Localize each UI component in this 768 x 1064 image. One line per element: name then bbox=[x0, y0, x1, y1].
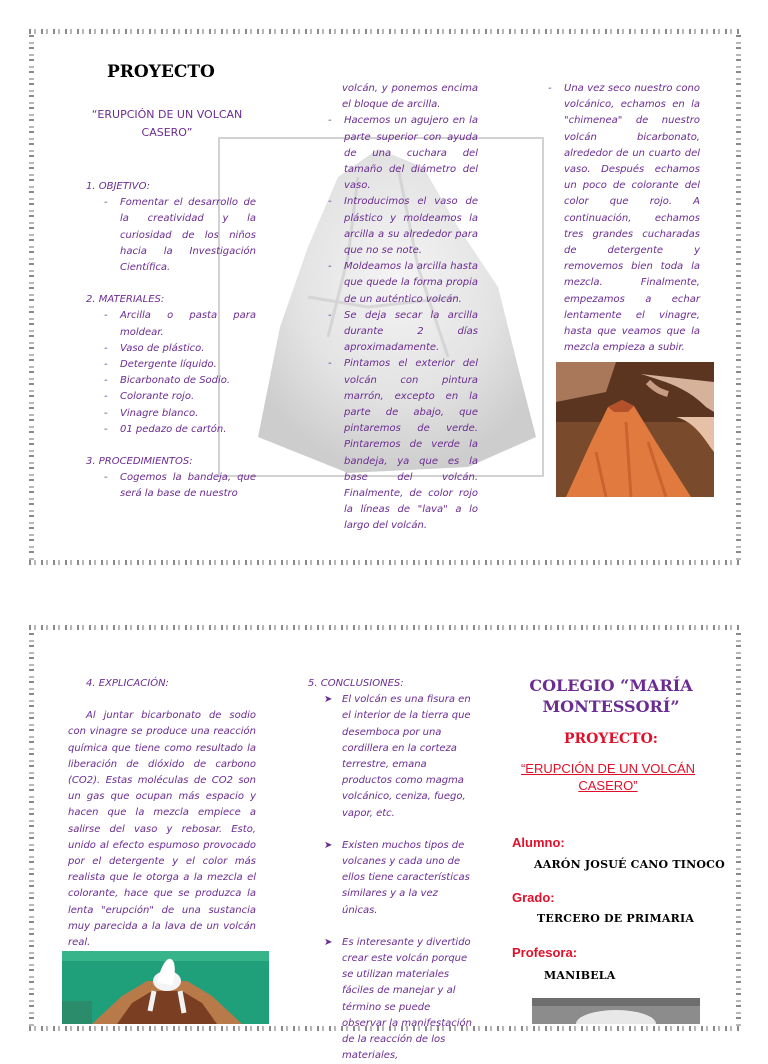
alumno-value: AARÓN JOSUÉ CANO TINOCO bbox=[534, 858, 725, 871]
grado-label: Grado: bbox=[512, 890, 555, 905]
cover-project-label: PROYECTO: bbox=[564, 731, 658, 747]
procedimientos-item: - Introducimos el vaso de plástico y moldeamos la arcilla a su alrededor para que no se note. bbox=[326, 194, 478, 259]
materiales-item: - Vinagre blanco. bbox=[102, 406, 256, 422]
page-title: PROYECTO bbox=[107, 62, 215, 82]
explicacion-text: Al juntar bicarbonato de sodio con vinagre se produce una reacción química que tiene como resultado la liberación de dióxido de carbono (CO2). Estas moléculas de CO2 son un gas que ocupan más espacio y hacen que la mezcla empiece a salirse del vaso y rebosar. Esto, unido al efecto espumoso provocado por el detergente y el color más realista que le otorga a la mezcla el colorante, hace que se produzca la lenta "erupción" de una sustancia muy parecida a la lava de un volcán real. bbox=[68, 710, 256, 949]
profesora-label: Profesora: bbox=[512, 945, 578, 960]
procedimientos-item: - Cogemos la bandeja, que será la base de nuestro bbox=[102, 470, 256, 502]
alumno-label: Alumno: bbox=[512, 835, 565, 850]
procedimientos-item: - Una vez seco nuestro cono volcánico, echamos en la "chimenea" de nuestro volcán bicarbonato, alrededor de un cuarto del vaso. Después echamos un poco de colorante del color que rojo. A continuación, echamos tres grandes cucharadas de detergente y removemos bien toda la mezcla. Finalmente, empezamos a echar lentamente el vinagre, hasta que veamos que la mezcla empieza a subir. bbox=[546, 81, 700, 356]
school-name: COLEGIO “MARÍA MONTESSORÍ” bbox=[529, 676, 693, 716]
procedimientos-item: - Se deja secar la arcilla durante 2 días aproximadamente. bbox=[326, 308, 478, 357]
explicacion-section bbox=[68, 676, 256, 951]
column-3 bbox=[546, 81, 700, 356]
conclusiones-item: ➤ Existen muchos tipos de volcanes y cada uno de ellos tiene características similares y a la vez únicas. bbox=[324, 838, 476, 919]
materiales-item: - Arcilla o pasta para moldear. bbox=[102, 308, 256, 340]
conclusiones-heading: 5. CONCLUSIONES: bbox=[308, 678, 404, 689]
profesora-value: MANIBELA bbox=[544, 969, 616, 982]
materiales-item: - Detergente líquido. bbox=[102, 357, 256, 373]
materiales-item: - Colorante rojo. bbox=[102, 389, 256, 405]
conclusiones-section bbox=[308, 676, 476, 1064]
project-title: “ERUPCIÓN DE UN VOLCAN CASERO” bbox=[91, 108, 243, 139]
column-1 bbox=[86, 179, 256, 503]
conclusiones-item: ➤ Es interesante y divertido crear este volcán porque se utilizan materiales fáciles de manejar y al término se puede observar la manifestación de la reacción de los materiales, bbox=[324, 935, 476, 1064]
materiales-item: - Bicarbonato de Sodio. bbox=[102, 373, 256, 389]
volcano-model-photo bbox=[556, 362, 714, 497]
objetivo-heading: 1. OBJETIVO: bbox=[86, 181, 151, 192]
materiales-item: - 01 pedazo de cartón. bbox=[102, 422, 256, 438]
eruption-photo bbox=[62, 951, 269, 1024]
materiales-heading: 2. MATERIALES: bbox=[86, 294, 165, 306]
cover-project-title: “ERUPCIÓN DE UN VOLCÁN CASERO” bbox=[520, 761, 696, 793]
procedimientos-item: - Pintamos el exterior del volcán con pintura marrón, excepto en la parte de abajo, que pintaremos de verde. Pintaremos de verde la bandeja, ya que es la base del volcán. Finalmente, de color rojo la líneas de "lava" a lo largo del volcán. bbox=[326, 356, 478, 534]
explicacion-heading: 4. EXPLICACIÓN: bbox=[86, 678, 169, 689]
objetivo-item: - Fomentar el desarrollo de la creatividad y la curiosidad de los niños hacia la Investigación Científica. bbox=[102, 195, 256, 276]
materiales-item: - Vaso de plástico. bbox=[102, 341, 256, 357]
column-2 bbox=[326, 81, 478, 535]
grado-value: TERCERO DE PRIMARIA bbox=[537, 912, 695, 925]
procedimientos-item: - Hacemos un agujero en la parte superior con ayuda de una cuchara del tamaño del diámetro del vaso. bbox=[326, 113, 478, 194]
procedimientos-item: - Moldeamos la arcilla hasta que quede la forma propia de un auténtico volcán. bbox=[326, 259, 478, 308]
procedimientos-heading: 3. PROCEDIMIENTOS: bbox=[86, 456, 193, 468]
cover-photo bbox=[532, 998, 700, 1024]
conclusiones-item: ➤ El volcán es una fisura en el interior de la tierra que desemboca por una cordillera en la corteza terrestre, emana productos como magma volcánico, ceniza, fuego, vapor, etc. bbox=[324, 692, 476, 822]
procedimientos-continued: volcán, y ponemos encima el bloque de arcilla. bbox=[342, 83, 478, 111]
